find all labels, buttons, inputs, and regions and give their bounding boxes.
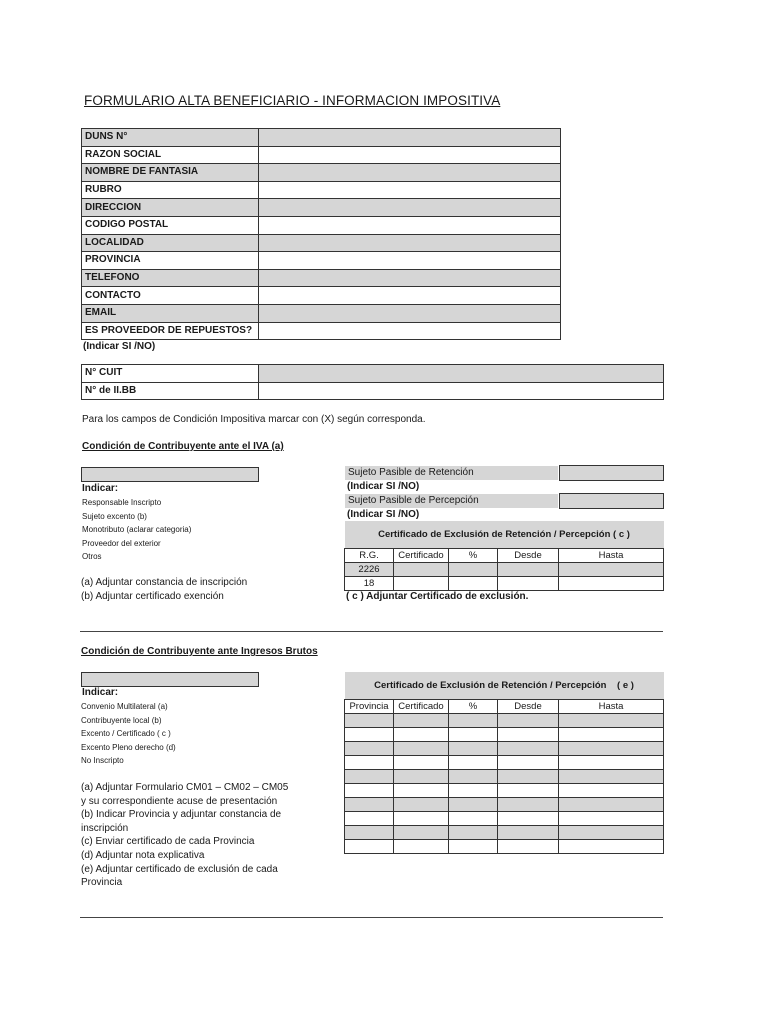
iibb-cert-row	[345, 840, 664, 854]
field-row	[82, 199, 561, 217]
iva-cert-cell[interactable]	[498, 577, 559, 591]
cuit-input[interactable]	[259, 365, 664, 383]
iibb-option: Convenio Multilateral (a)	[81, 702, 168, 711]
iibb-note: (a) Adjuntar Formulario CM01 – CM02 – CM05	[81, 782, 289, 793]
iibb-cert-cell[interactable]	[345, 840, 394, 854]
iibb-cert-cell[interactable]	[449, 798, 498, 812]
iva-cert-note: ( c ) Adjuntar Certificado de exclusión.	[346, 591, 529, 602]
field-label: CODIGO POSTAL	[82, 216, 259, 234]
field-row	[82, 252, 561, 270]
iibb-option: Contribuyente local (b)	[81, 715, 162, 725]
iibb-cert-cell[interactable]	[449, 784, 498, 798]
iibb-cert-header: Provincia	[345, 700, 394, 714]
iibb-note: inscripción	[81, 822, 129, 834]
iva-option: Proveedor del exterior	[82, 538, 161, 548]
iibb-cert-cell[interactable]	[394, 742, 449, 756]
iibb-cert-row	[345, 798, 664, 812]
iva-cert-cell[interactable]	[498, 563, 559, 577]
field-label: LOCALIDAD	[82, 234, 259, 252]
iva-cert-header: Hasta	[559, 549, 664, 563]
field-row	[82, 287, 561, 305]
iibb-options-list	[81, 700, 176, 768]
cuit-table	[81, 364, 664, 400]
iibb-cert-cell[interactable]	[394, 784, 449, 798]
iva-cert-rg: 18	[345, 577, 394, 591]
iibb-cert-cell[interactable]	[498, 742, 559, 756]
iibb-number-input[interactable]	[259, 382, 664, 400]
field-label: ES PROVEEDOR DE REPUESTOS?	[82, 322, 259, 340]
iibb-cert-cell[interactable]	[559, 742, 664, 756]
iibb-cert-cell[interactable]	[394, 714, 449, 728]
iibb-cert-row	[345, 728, 664, 742]
iibb-cert-cell[interactable]	[449, 714, 498, 728]
iva-cert-title: Certificado de Exclusión de Retención / Percepción ( c )	[345, 521, 664, 549]
iibb-note: (d) Adjuntar nota explicativa	[81, 849, 205, 861]
iibb-cert-cell[interactable]	[449, 742, 498, 756]
iva-cert-cell[interactable]	[449, 563, 498, 577]
iibb-cert-cell[interactable]	[498, 784, 559, 798]
iva-cert-cell[interactable]	[559, 563, 664, 577]
iibb-cert-cell[interactable]	[394, 798, 449, 812]
cuit-row	[82, 365, 664, 383]
cuit-label: N° CUIT	[82, 365, 259, 383]
iva-indicar: Indicar:	[82, 483, 119, 494]
iibb-cert-cell[interactable]	[394, 728, 449, 742]
field-input[interactable]	[259, 164, 561, 182]
iva-note-b: (b) Adjuntar certificado exención	[81, 591, 224, 602]
iibb-cert-cell[interactable]	[394, 812, 449, 826]
iibb-cert-row	[345, 714, 664, 728]
field-row	[82, 181, 561, 199]
iibb-cert-title-cell	[345, 672, 664, 700]
iibb-indicar: Indicar:	[82, 687, 119, 698]
field-label: RUBRO	[82, 181, 259, 199]
iibb-cert-cell[interactable]	[498, 770, 559, 784]
iibb-cert-cell[interactable]	[559, 714, 664, 728]
iibb-option: No Inscripto	[81, 756, 124, 766]
iva-option: Responsable Inscripto	[82, 498, 162, 507]
iibb-cert-cell[interactable]	[559, 840, 664, 854]
iibb-cert-title-suffix: ( e )	[617, 680, 634, 691]
field-label: TELEFONO	[82, 269, 259, 287]
iibb-cert-row	[345, 770, 664, 784]
iibb-cert-header: Certificado	[394, 700, 449, 714]
field-label: DUNS N°	[82, 129, 259, 147]
iibb-cert-cell[interactable]	[498, 756, 559, 770]
iva-option: Monotributo (aclarar categoria)	[82, 525, 192, 535]
iibb-cert-cell[interactable]	[394, 826, 449, 840]
iva-note-a: (a) Adjuntar constancia de inscripción	[81, 577, 248, 588]
iibb-cert-cell[interactable]	[394, 840, 449, 854]
iibb-cert-cell[interactable]	[345, 756, 394, 770]
iibb-cert-cell[interactable]	[345, 770, 394, 784]
iibb-cert-row	[345, 742, 664, 756]
iibb-cert-header: Desde	[498, 700, 559, 714]
fields-note: (Indicar SI /NO)	[83, 341, 156, 352]
field-label: PROVINCIA	[82, 252, 259, 270]
field-input[interactable]	[259, 304, 561, 322]
iibb-cert-cell[interactable]	[449, 756, 498, 770]
field-input[interactable]	[259, 181, 561, 199]
field-input[interactable]	[259, 199, 561, 217]
iibb-cert-cell[interactable]	[449, 770, 498, 784]
iibb-number-label: N° de II.BB	[82, 382, 259, 400]
page-title: FORMULARIO ALTA BENEFICIARIO - INFORMACION IMPOSITIVA	[84, 93, 501, 108]
field-row	[82, 269, 561, 287]
iibb-note: (b) Indicar Provincia y adjuntar constancia de	[81, 809, 282, 821]
bottom-divider	[80, 917, 663, 918]
field-input[interactable]	[259, 129, 561, 147]
iibb-cert-cell[interactable]	[498, 798, 559, 812]
iibb-heading: Condición de Contribuyente ante Ingresos Brutos	[81, 646, 318, 657]
iibb-cert-cell[interactable]	[559, 812, 664, 826]
iibb-cert-cell[interactable]	[345, 798, 394, 812]
field-row	[82, 234, 561, 252]
field-row	[82, 216, 561, 234]
field-row	[82, 146, 561, 164]
iva-options-list	[82, 496, 191, 564]
iibb-cert-cell[interactable]	[449, 840, 498, 854]
percepcion-input[interactable]	[559, 493, 664, 509]
iibb-cert-row	[345, 826, 664, 840]
percepcion-hint: (Indicar SI /NO)	[347, 509, 420, 520]
iibb-cert-cell[interactable]	[394, 770, 449, 784]
iibb-cert-cell[interactable]	[559, 798, 664, 812]
iva-cert-cell[interactable]	[559, 577, 664, 591]
iva-cert-row	[345, 577, 664, 591]
iibb-number-row	[82, 382, 664, 400]
iibb-cert-header: %	[449, 700, 498, 714]
field-input[interactable]	[259, 269, 561, 287]
iibb-condition-input[interactable]	[81, 672, 259, 687]
retencion-input[interactable]	[559, 465, 664, 481]
field-input[interactable]	[259, 146, 561, 164]
iibb-cert-cell[interactable]	[345, 812, 394, 826]
iibb-cert-cell[interactable]	[559, 770, 664, 784]
iibb-cert-cell[interactable]	[449, 826, 498, 840]
iva-option: Sujeto excento (b)	[82, 511, 147, 521]
iibb-note: y su correspondiente acuse de presentación	[81, 795, 278, 807]
iibb-notes	[81, 781, 288, 890]
iibb-cert-cell[interactable]	[498, 728, 559, 742]
field-label: NOMBRE DE FANTASIA	[82, 164, 259, 182]
section-divider	[80, 631, 663, 632]
iva-cert-header: R.G.	[345, 549, 394, 563]
iibb-option: Excento Pleno derecho (d)	[81, 742, 176, 752]
percepcion-label: Sujeto Pasible de Percepción	[348, 495, 479, 506]
iva-cert-table	[344, 521, 664, 591]
field-row	[82, 322, 561, 340]
iibb-cert-cell[interactable]	[498, 840, 559, 854]
iibb-cert-cell[interactable]	[498, 826, 559, 840]
field-input[interactable]	[259, 287, 561, 305]
iva-cert-header-row	[345, 549, 664, 563]
beneficiary-fields-table	[81, 128, 561, 340]
iibb-note: Provincia	[81, 877, 123, 889]
iva-cert-cell[interactable]	[449, 577, 498, 591]
iva-option: Otros	[82, 552, 102, 562]
field-label: DIRECCION	[82, 199, 259, 217]
iibb-cert-cell[interactable]	[449, 812, 498, 826]
iibb-cert-cell[interactable]	[559, 784, 664, 798]
iibb-option: Excento / Certificado ( c )	[81, 729, 171, 739]
iibb-cert-cell[interactable]	[394, 756, 449, 770]
field-label: EMAIL	[82, 304, 259, 322]
iibb-cert-cell[interactable]	[559, 826, 664, 840]
iibb-cert-row	[345, 812, 664, 826]
iibb-cert-title: Certificado de Exclusión de Retención / Percepción	[374, 680, 607, 691]
iibb-cert-row	[345, 756, 664, 770]
retencion-hint: (Indicar SI /NO)	[347, 481, 420, 492]
field-row	[82, 304, 561, 322]
field-input[interactable]	[259, 252, 561, 270]
field-label: RAZON SOCIAL	[82, 146, 259, 164]
field-row	[82, 129, 561, 147]
iva-cert-cell[interactable]	[394, 577, 449, 591]
iibb-cert-cell[interactable]	[449, 728, 498, 742]
iibb-cert-cell[interactable]	[559, 756, 664, 770]
iibb-cert-row	[345, 784, 664, 798]
instruction-text: Para los campos de Condición Impositiva marcar con (X) según corresponda.	[82, 414, 426, 425]
iibb-note: (e) Adjuntar certificado de exclusión de cada	[81, 863, 278, 875]
field-row	[82, 164, 561, 182]
iibb-cert-cell[interactable]	[345, 826, 394, 840]
iva-cert-cell[interactable]	[394, 563, 449, 577]
iva-cert-row	[345, 563, 664, 577]
iibb-note: (c) Enviar certificado de cada Provincia	[81, 836, 255, 848]
iibb-cert-cell[interactable]	[498, 812, 559, 826]
iibb-cert-header: Hasta	[559, 700, 664, 714]
iva-condition-input[interactable]	[81, 467, 259, 482]
retencion-label: Sujeto Pasible de Retención	[348, 467, 474, 478]
iva-heading: Condición de Contribuyente ante el IVA (a)	[82, 441, 284, 452]
iibb-cert-table	[344, 672, 664, 854]
iibb-cert-cell[interactable]	[559, 728, 664, 742]
iibb-cert-cell[interactable]	[345, 714, 394, 728]
iva-cert-header: Desde	[498, 549, 559, 563]
field-input[interactable]	[259, 322, 561, 340]
field-input[interactable]	[259, 216, 561, 234]
iibb-cert-header-row	[345, 700, 664, 714]
iva-cert-header: Certificado	[394, 549, 449, 563]
iibb-cert-cell[interactable]	[345, 742, 394, 756]
iibb-cert-cell[interactable]	[345, 784, 394, 798]
iibb-cert-cell[interactable]	[345, 728, 394, 742]
iibb-cert-cell[interactable]	[498, 714, 559, 728]
field-label: CONTACTO	[82, 287, 259, 305]
iva-cert-rg: 2226	[345, 563, 394, 577]
iva-cert-header: %	[449, 549, 498, 563]
field-input[interactable]	[259, 234, 561, 252]
